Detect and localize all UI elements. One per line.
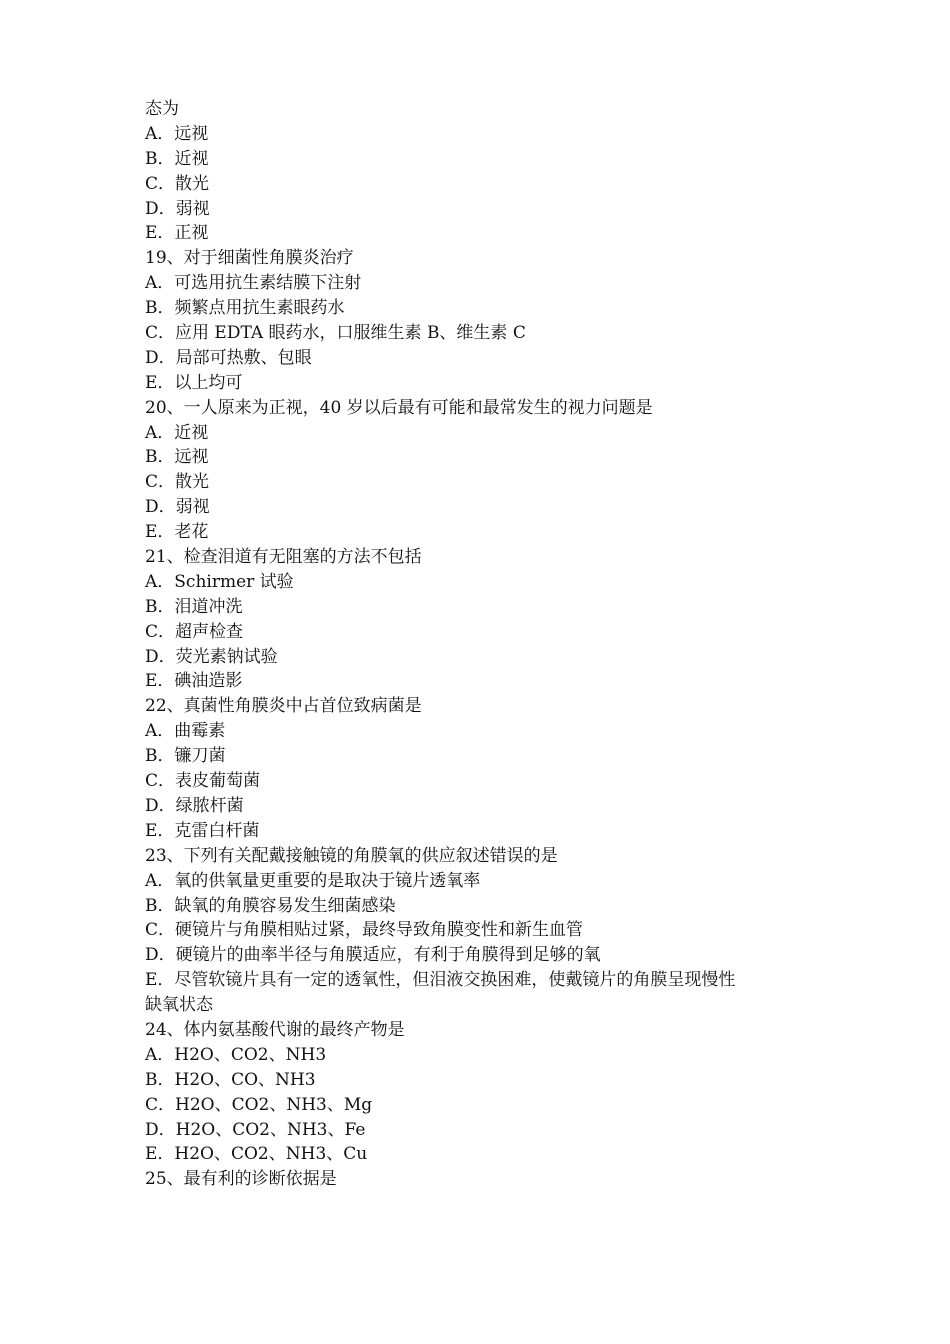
option-b: B．镰刀菌 (145, 746, 226, 767)
option-d: D．绿脓杆菌 (145, 795, 244, 816)
option-b: B．H2O、CO、NH3 (145, 1069, 316, 1090)
option-e: E．正视 (145, 223, 209, 244)
option-e: E．以上均可 (145, 372, 243, 393)
option-a: A．曲霉素 (145, 721, 226, 742)
option-d: D．荧光素钠试验 (145, 646, 278, 667)
question-19: 19、对于细菌性角膜炎治疗 (145, 248, 354, 269)
option-c: C．散光 (145, 472, 210, 493)
option-d: D．硬镜片的曲率半径与角膜适应，有利于角膜得到足够的氧 (145, 945, 601, 966)
option-a: A．近视 (145, 422, 209, 443)
option-c: C．硬镜片与角膜相贴过紧，最终导致角膜变性和新生血管 (145, 920, 584, 941)
question-20: 20、一人原来为正视，40 岁以后最有可能和最常发生的视力问题是 (145, 397, 653, 418)
question-continuation-text: 态为 (145, 99, 179, 119)
option-e-continuation: 缺氧状态 (145, 995, 213, 1016)
option-e: E．碘油造影 (145, 671, 243, 692)
question-25: 25、最有利的诊断依据是 (145, 1169, 337, 1190)
option-a: A．远视 (145, 123, 209, 144)
option-e: E．老花 (145, 522, 209, 543)
option-a: A．氧的供氧量更重要的是取决于镜片透氧率 (145, 870, 481, 891)
option-c: C．超声检查 (145, 621, 244, 642)
question-23: 23、下列有关配戴接触镜的角膜氧的供应叙述错误的是 (145, 845, 558, 866)
option-c: C．应用 EDTA 眼药水，口服维生素 B、维生素 C (145, 323, 526, 344)
option-a: A．H2O、CO2、NH3 (145, 1044, 327, 1065)
exam-question-text (145, 97, 825, 1192)
option-d: D．局部可热敷、包眼 (145, 347, 312, 368)
option-b: B．泪道冲洗 (145, 596, 243, 617)
option-b: B．远视 (145, 447, 209, 468)
option-b: B．近视 (145, 148, 209, 169)
option-a: A．Schirmer 试验 (145, 571, 294, 592)
option-b: B．频繁点用抗生素眼药水 (145, 298, 345, 319)
option-c: C．散光 (145, 173, 210, 194)
option-d: D．弱视 (145, 497, 210, 518)
option-a: A．可选用抗生素结膜下注射 (145, 273, 362, 294)
option-c: C．H2O、CO2、NH3、Mg (145, 1094, 373, 1115)
question-21: 21、检查泪道有无阻塞的方法不包括 (145, 547, 422, 568)
question-22: 22、真菌性角膜炎中占首位致病菌是 (145, 696, 422, 717)
option-c: C．表皮葡萄菌 (145, 771, 261, 792)
option-e: E．克雷白杆菌 (145, 820, 260, 841)
option-d: D．H2O、CO2、NH3、Fe (145, 1119, 366, 1140)
option-e: E．H2O、CO2、NH3、Cu (145, 1144, 368, 1165)
question-24: 24、体内氨基酸代谢的最终产物是 (145, 1019, 405, 1040)
option-e: E．尽管软镜片具有一定的透氧性，但泪液交换困难，使戴镜片的角膜呈现慢性 (145, 970, 736, 991)
option-d: D．弱视 (145, 198, 210, 219)
option-b: B．缺氧的角膜容易发生细菌感染 (145, 895, 396, 916)
